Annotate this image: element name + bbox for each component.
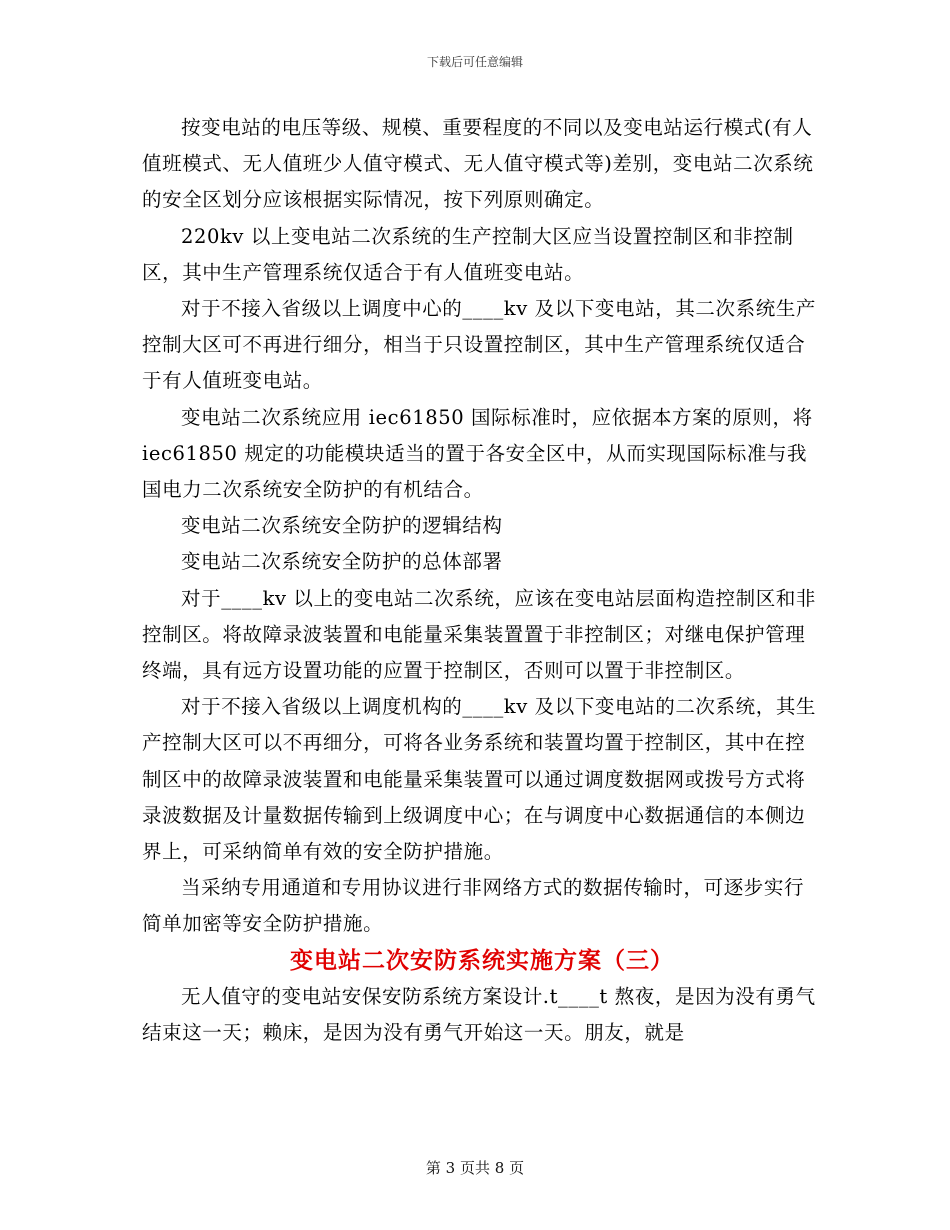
paragraph-8: 对于不接入省级以上调度机构的____kv 及以下变电站的二次系统，其生产控制大区可以不再细分，可将各业务系统和装置均置于控制区，其中在控制区中的故障录波装置和电能量采集装置可以通过调度数据网或拨号方式将录波数据及计量数据传输到上级调度中心；在与调度中心数据通信的本侧边界上，可采纳简单有效的安全防护措施。 (142, 695, 817, 864)
section-title: 变电站二次安防系统实施方案（三） (290, 947, 674, 974)
page-header-note: 下载后可任意编辑 (426, 55, 523, 69)
section-paragraph: 无人值守的变电站安保安防系统方案设计.t____t 熬夜，是因为没有勇气结束这一天；赖床，是因为没有勇气开始这一天。朋友，就是 (142, 984, 816, 1045)
page-number: 第 3 页共 8 页 (425, 1159, 525, 1177)
paragraph-5: 变电站二次系统安全防护的逻辑结构 (181, 514, 503, 538)
paragraph-2: 220kv 以上变电站二次系统的生产控制大区应当设置控制区和非控制区，其中生产管理系统仅适合于有人值班变电站。 (142, 224, 794, 284)
paragraph-6: 变电站二次系统安全防护的总体部署 (181, 550, 503, 574)
document-body (142, 110, 822, 1051)
paragraph-4: 变电站二次系统应用 iec61850 国际标准时，应依据本方案的原则，将 iec61850 规定的功能模块适当的置于各安全区中，从而实现国际标准与我国电力二次系统安全防护的有机结合。 (142, 405, 813, 502)
paragraph-3: 对于不接入省级以上调度中心的____kv 及以下变电站，其二次系统生产控制大区可不再进行细分，相当于只设置控制区，其中生产管理系统仅适合于有人值班变电站。 (142, 297, 817, 393)
paragraph-1: 按变电站的电压等级、规模、重要程度的不同以及变电站运行模式(有人值班模式、无人值班少人值守模式、无人值守模式等)差别，变电站二次系统的安全区划分应该根据实际情况，按下列原则确定。 (142, 116, 814, 212)
paragraph-7: 对于____kv 以上的变电站二次系统，应该在变电站层面构造控制区和非控制区。将故障录波装置和电能量采集装置置于非控制区；对继电保护管理终端，具有远方设置功能的应置于控制区，否则可以置于非控制区。 (142, 586, 817, 683)
paragraph-9: 当采纳专用通道和专用协议进行非网络方式的数据传输时，可逐步实行简单加密等安全防护措施。 (142, 876, 805, 936)
